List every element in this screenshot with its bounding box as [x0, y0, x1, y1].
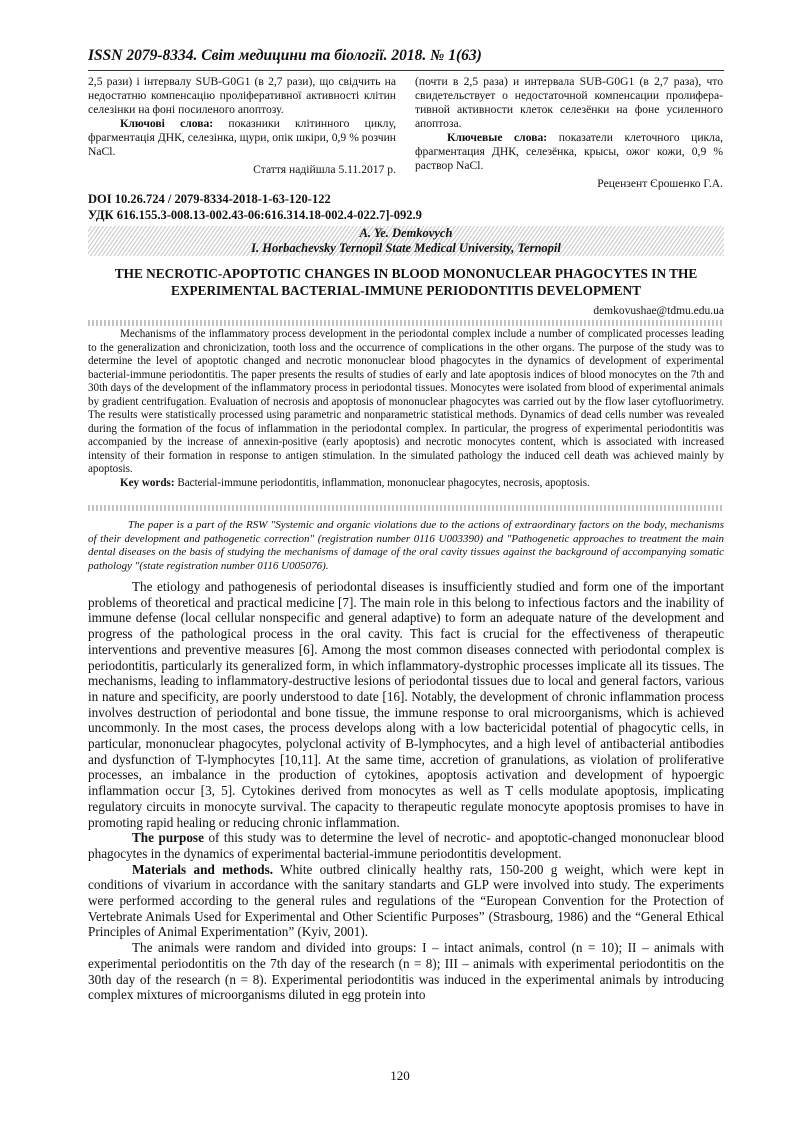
russian-keywords — [415, 131, 723, 173]
purpose-label: The purpose — [132, 830, 204, 846]
ukrainian-summary-text: 2,5 рази) і інтервалу SUB-G0G1 (в 2,7 рази), що свідчить на недостатню компенсацію проліферативної активності клітин селезінки на фоні посиленого апоптозу. — [88, 75, 396, 116]
abstract-top-divider — [88, 320, 724, 326]
ukrainian-keywords-text: показники клітинного циклу, фрагментація ДНК, селезінка, щури, опік шкіри, 0,9 % розчин NaCl. — [88, 117, 396, 158]
abstract-bottom-divider — [88, 505, 724, 511]
russian-summary-text: (почти в 2,5 раза) и интервала SUB-G0G1 (в 2,7 раза), что свидетельствует о недостаточной компенсации пролифера-тивной активности клеток селезёнки на фоне усиленного апоптоза. — [415, 75, 723, 130]
acknowledgement-text: The paper is a part of the RSW "Systemic and organic violations due to the actions of extraordinary factors on the body, mechanisms of their development and pathogenetic correction" (registration number 0116 U003390) and "Pathogenetic approaches to treatment the main dental diseases on the basis of studying the mechanisms of damage of the oral cavity tissues against the background of accompanying somatic pathology "(state registration number 0116 U005076). — [88, 519, 724, 572]
reviewer: Рецензент Єрошенко Г.А. — [597, 177, 723, 190]
intro-paragraph: The etiology and pathogenesis of periodontal diseases is insufficiently studied and form one of the important problems of theoretical and practical medicine [7]. The main role in this belong to infectious factors and the inability of immune defense (local cellular nonspecific and general adaptive) to form an adequate nature of the development and progress of the pathological process in the oral cavity. This fact is crucial for the effectiveness of therapeutic interventions and preventive measures [6]. Among the most common diseases connected with periodontal complex is periodontitis, particularly its generalized form, in which inflammatory-dystrophic processes implicate all its tissues. The mechanisms, leading to inflammatory-destructive lesions of periodontal tissues due to local and general factors, various in nature and specificity, are poorly understood to date [16]. Notably, the development of chronic inflammation process involves destruction of periodontal and bone tissue, the immune response to oral microorganisms, which is achieved uncommonly. In the most cases, the process develops along with a low bactericidal potential of phagocytic cells, in particular, mononuclear phagocytes, polyclonal activity of B-lymphocytes, and a high level of antibacterial antibodies and dysfunction of T-lymphocytes [10,11]. At the same time, accretion of granulations, as violation of proliferative processes, an imbalance in the production of cytokines, apoptosis activation and development of hypoergic inflammation occur [3, 5]. Cytokines derived from monocytes as well as T cells modulate apoptosis, implicating regulatory circuits in monocyte survival. The capacity to therapeutic regulate monocyte apoptosis promises to have in promoting rapid healing or reducing chronic inflammation. — [88, 579, 724, 830]
doi: DOI 10.26.724 / 2079-8334-2018-1-63-120-122 — [88, 192, 331, 206]
abstract-keywords-text: Bacterial-immune periodontitis, inflammation, mononuclear phagocytes, necrosis, apoptosis. — [174, 476, 590, 489]
header-rule — [88, 70, 724, 71]
russian-summary-column — [415, 75, 723, 191]
ukrainian-keywords — [88, 117, 396, 159]
previous-article-ending — [88, 75, 724, 190]
page-number: 120 — [390, 1068, 410, 1083]
acknowledgement — [88, 519, 724, 573]
methods-text: White outbred clinically healthy rats, 150-200 g weight, which were kept in conditions of vivarium in accordance with the sanitary standarts and GLP were involved into study. The experiments were performed according to the general rules and regulations of the “European Convention for the Protection of Vertebrate Animals Used for Experimental and Other Scientific Purposes” (Strasbourg, 1986) and the “General Ethical Principles of Animal Experimentation” (Kyiv, 2001). — [88, 861, 724, 940]
russian-keywords-label: Ключевые слова: — [447, 131, 548, 144]
article-body — [88, 579, 724, 1003]
abstract-text: Mechanisms of the inflammatory process development in the periodontal complex include a number of complicated processes leading to the generalization and chronicization, tooth loss and the occurrence of complications in the other organs. The purpose of the study was to determine the level of apoptotic changed and necrotic mononuclear blood phagocytes in the dynamics of development of experimental bacterial-immune periodontitis. The paper presents the results of studies of early and late apoptosis indices of blood monocytes on the 7th and 30th days of the development of the inflammatory process in periodontal tissues. Monocytes were isolated from blood of experimental animals by gradient centrifugation. Evaluation of necrosis and apoptosis of mononuclear phagocytes was carried out by the flow laser cytofluorimetry. The results were statistically processed using parametric and nonparametric statistical methods. Dynamics of dead cells number was revealed during the formation of the focus of inflammation in the periodontal complex. In particular, the progress of experimental periodontitis was accompanied by the increase of annexin-positive (early apoptosis) and necrotic monocytes content, which is associated with increased intensity of their formation in response to antigen stimulation. In the simulated pathology the induced cell death was achieved mainly by apoptosis. — [88, 328, 724, 475]
article-title: THE NECROTIC-APOPTOTIC CHANGES IN BLOOD MONONUCLEAR PHAGOCYTES IN THE EXPERIMENTAL BACTERIAL-IMMUNE PERIODONTITIS DEVELOPMENT — [114, 266, 698, 298]
received-date: Стаття надійшла 5.11.2017 р. — [253, 163, 396, 176]
purpose-text: of this study was to determine the level of necrotic- and apoptotic-changed mononuclear blood phagocytes in the dynamics of experimental bacterial-immune periodontitis development. — [88, 830, 725, 861]
groups-paragraph: The animals were random and divided into groups: I – intact animals, control (n = 10); II – animals with experimental periodontitis on the 7th day of the research (n = 8); III – animals with experimental periodontitis on the 30th day of the research (n = 8). Experimental periodontitis was induced in the experimental animals by introducing complex mixtures of microorganisms diluted in egg protein into — [88, 940, 724, 1003]
russian-keywords-text: показатели клеточного цикла, фрагментация ДНК, селезёнка, крысы, ожог кожи, 0,9 % раствор NaCl. — [415, 131, 723, 172]
author-name: A. Ye. Demkovych — [359, 226, 453, 240]
author-affiliation: I. Horbachevsky Ternopil State Medical University, Ternopil — [251, 241, 561, 255]
purpose-paragraph — [88, 830, 724, 861]
author-email: demkovushae@tdmu.edu.ua — [593, 305, 724, 317]
abstract-keywords-label: Key words: — [120, 476, 175, 489]
abstract-keywords — [88, 477, 724, 491]
methods-paragraph — [88, 862, 724, 941]
identifiers — [88, 191, 724, 223]
abstract — [88, 328, 724, 490]
ukrainian-summary-column — [88, 75, 396, 177]
methods-label: Materials and methods. — [132, 861, 274, 877]
ukrainian-keywords-label: Ключові слова: — [120, 117, 214, 130]
journal-header: ISSN 2079-8334. Світ медицини та біології. 2018. № 1(63) — [88, 47, 482, 64]
udc: УДК 616.155.3-008.13-002.43-06:616.314.18-002.4-022.7]-092.9 — [88, 208, 422, 222]
